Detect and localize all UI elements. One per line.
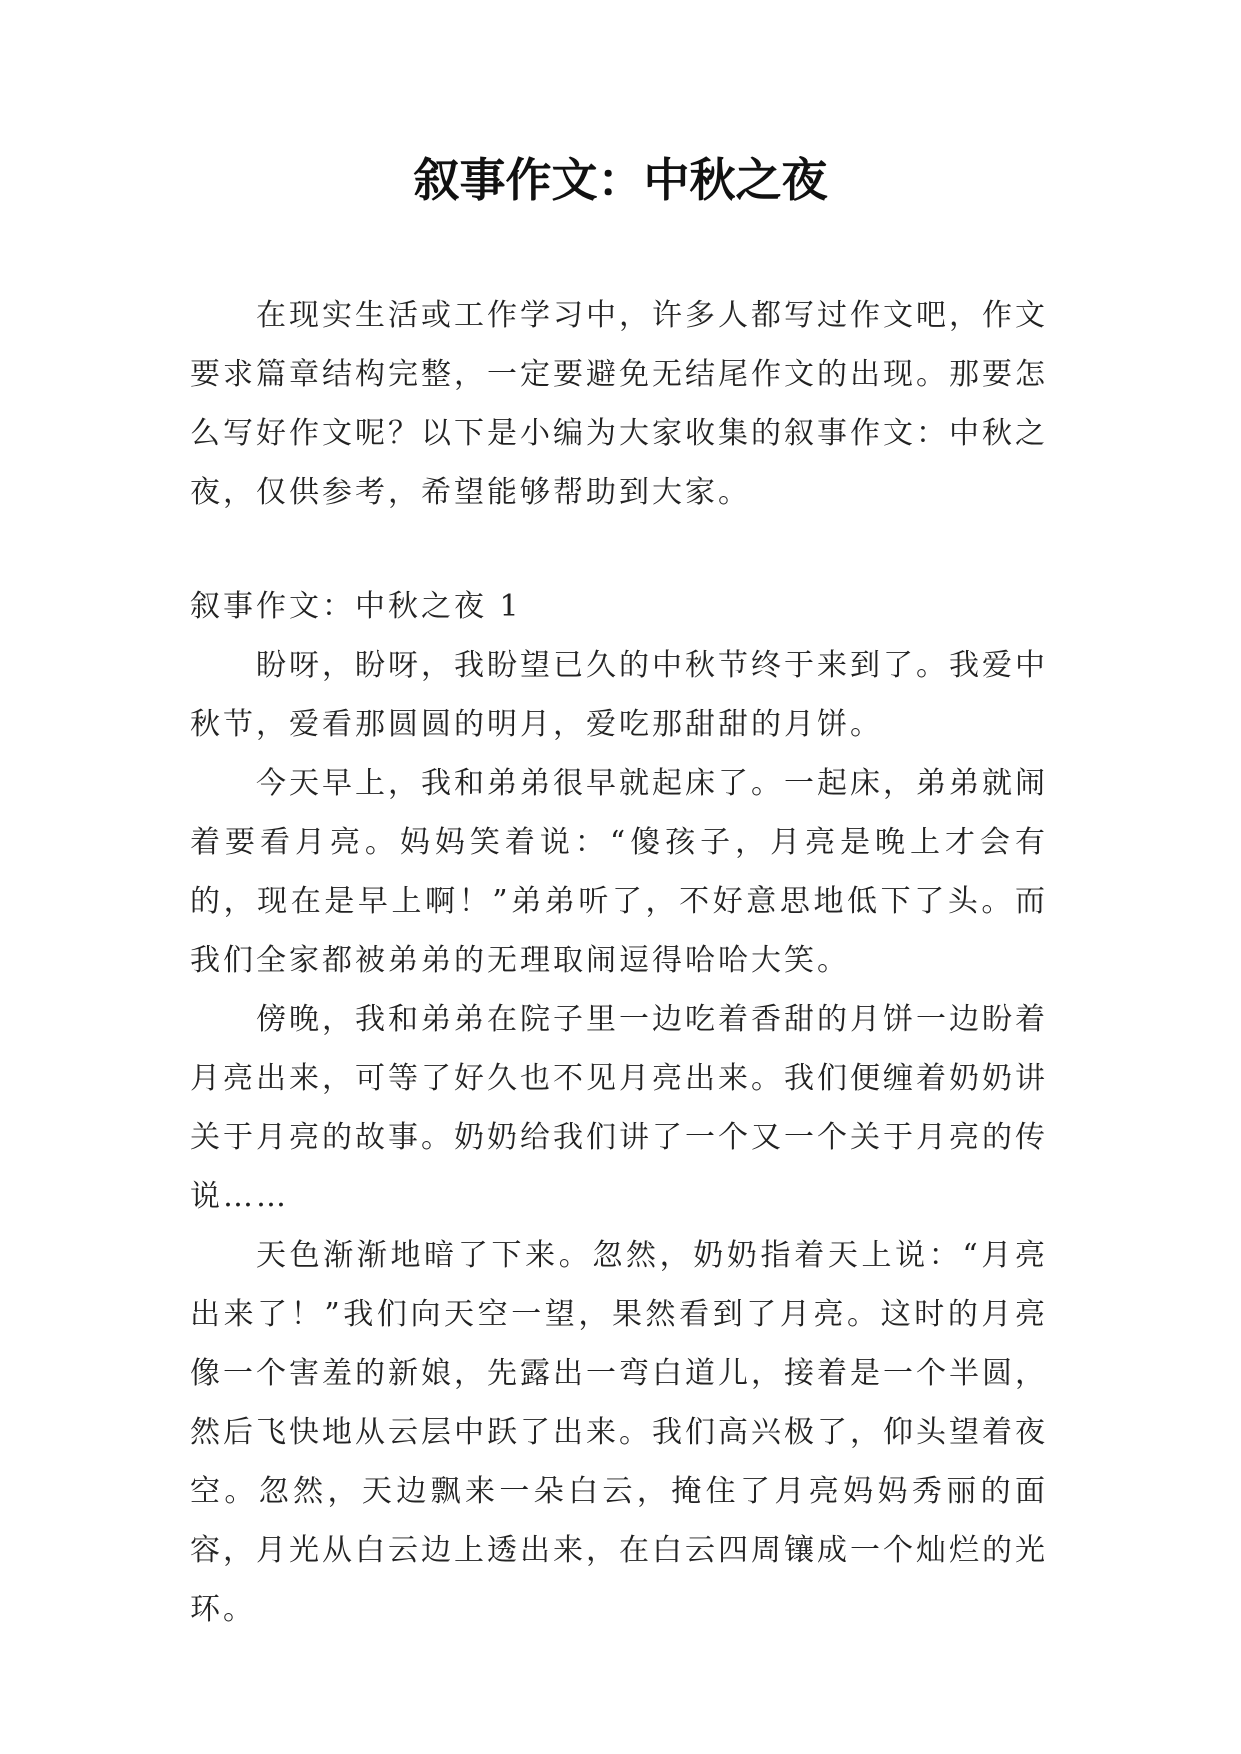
story-section [190, 577, 1048, 1639]
story-paragraph: 今天早上，我和弟弟很早就起床了。一起床，弟弟就闹着要看月亮。妈妈笑着说：“傻孩子，月亮是晚上才会有的，现在是早上啊！”弟弟听了，不好意思地低下了头。而我们全家都被弟弟的无理取闹逗得哈哈大笑。 [190, 766, 1048, 978]
story-paragraph: 盼呀，盼呀，我盼望已久的中秋节终于来到了。我爱中秋节，爱看那圆圆的明月，爱吃那甜甜的月饼。 [190, 648, 1048, 742]
page-title: 叙事作文：中秋之夜 [413, 153, 828, 207]
section-heading: 叙事作文：中秋之夜 1 [190, 589, 522, 624]
story-paragraph: 傍晚，我和弟弟在院子里一边吃着香甜的月饼一边盼着月亮出来，可等了好久也不见月亮出来。我们便缠着奶奶讲关于月亮的故事。奶奶给我们讲了一个又一个关于月亮的传说…… [190, 1002, 1048, 1214]
story-paragraph: 天色渐渐地暗了下来。忽然，奶奶指着天上说：“月亮出来了！”我们向天空一望，果然看到了月亮。这时的月亮像一个害羞的新娘，先露出一弯白道儿，接着是一个半圆，然后飞快地从云层中跃了出来。我们高兴极了，仰头望着夜空。忽然，天边飘来一朵白云，掩住了月亮妈妈秀丽的面容，月光从白云边上透出来，在白云四周镶成一个灿烂的光环。 [190, 1238, 1048, 1627]
intro-paragraph: 在现实生活或工作学习中，许多人都写过作文吧，作文要求篇章结构完整，一定要避免无结尾作文的出现。那要怎么写好作文呢？以下是小编为大家收集的叙事作文：中秋之夜，仅供参考，希望能够帮助到大家。 [190, 298, 1048, 510]
